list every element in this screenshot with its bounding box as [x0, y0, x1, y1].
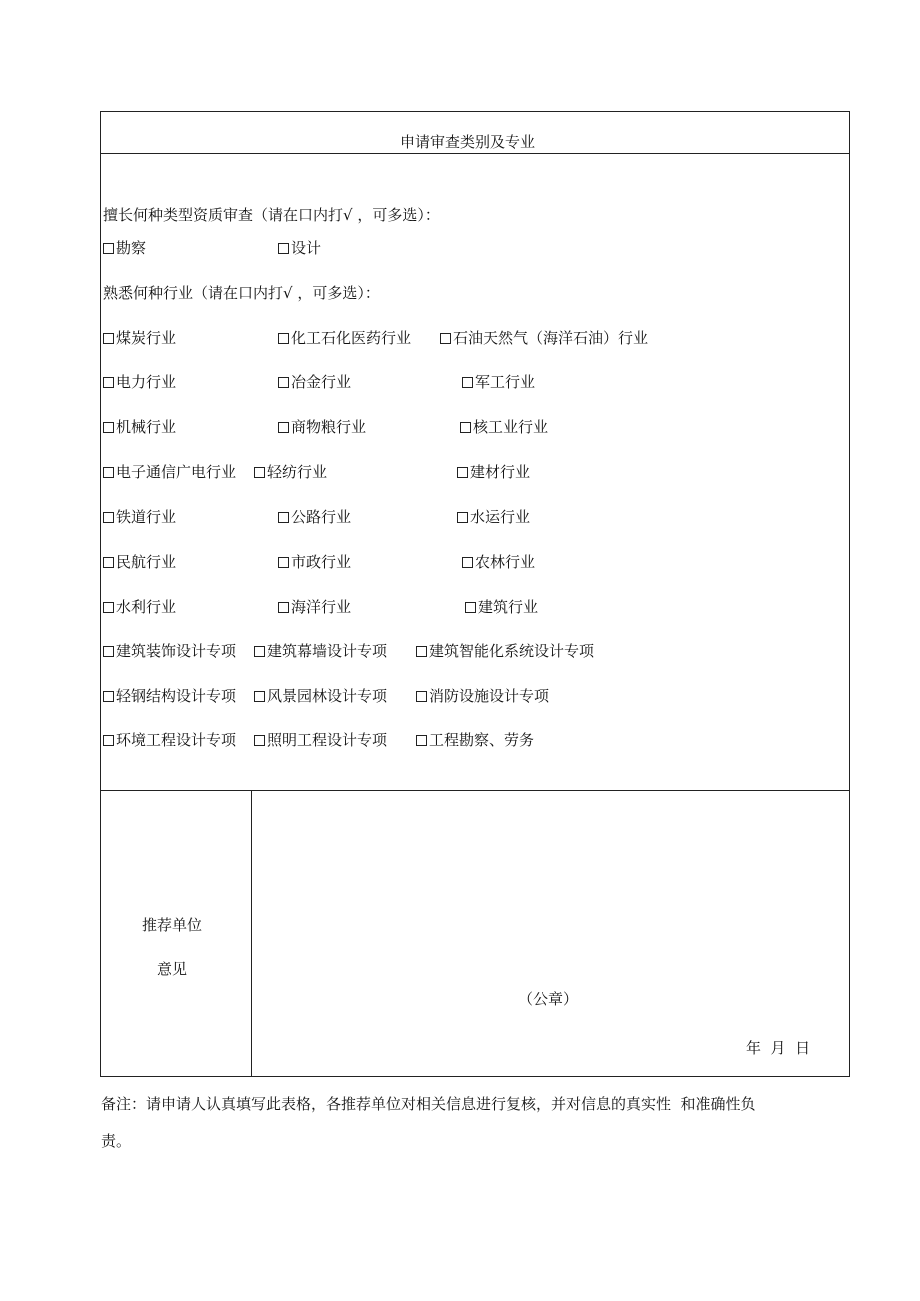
- industry-option[interactable]: 电力行业: [103, 373, 176, 391]
- table-title: 申请审查类别及专业: [400, 133, 536, 151]
- checkbox-icon[interactable]: [278, 557, 289, 568]
- industry-option[interactable]: 机械行业: [103, 418, 176, 436]
- checkbox-icon[interactable]: [416, 735, 427, 746]
- industry-option[interactable]: 农林行业: [462, 553, 535, 571]
- industry-option[interactable]: 建筑装饰设计专项: [103, 642, 236, 660]
- industry-option[interactable]: 水利行业: [103, 598, 176, 616]
- checkbox-icon[interactable]: [254, 646, 265, 657]
- industry-option[interactable]: 民航行业: [103, 553, 176, 571]
- remark-line2: 责。: [101, 1132, 132, 1150]
- industry-option[interactable]: 建筑行业: [465, 598, 538, 616]
- industry-option[interactable]: 铁道行业: [103, 508, 176, 526]
- checkbox-icon[interactable]: [103, 512, 114, 523]
- industry-option[interactable]: 环境工程设计专项: [103, 731, 236, 749]
- industry-option[interactable]: 化工石化医药行业: [278, 329, 411, 347]
- industry-option[interactable]: 建筑智能化系统设计专项: [416, 642, 594, 660]
- industry-option[interactable]: 煤炭行业: [103, 329, 176, 347]
- checkbox-icon[interactable]: [460, 422, 471, 433]
- industry-option[interactable]: 照明工程设计专项: [254, 731, 387, 749]
- checkbox-icon[interactable]: [103, 422, 114, 433]
- checkbox-icon[interactable]: [416, 691, 427, 702]
- industry-option[interactable]: 市政行业: [278, 553, 351, 571]
- industry-option[interactable]: 轻钢结构设计专项: [103, 687, 236, 705]
- industry-option[interactable]: 水运行业: [457, 508, 530, 526]
- option-sheji[interactable]: 设计: [278, 239, 321, 257]
- checkbox-icon[interactable]: [278, 422, 289, 433]
- table-divider-header: [100, 153, 850, 154]
- checkbox-icon[interactable]: [103, 467, 114, 478]
- checkbox-icon[interactable]: [457, 512, 468, 523]
- checkbox-icon[interactable]: [278, 243, 289, 254]
- industry-option[interactable]: 军工行业: [462, 373, 535, 391]
- checkbox-icon[interactable]: [254, 691, 265, 702]
- checkbox-icon[interactable]: [103, 243, 114, 254]
- seal-label: （公章）: [518, 990, 579, 1008]
- industry-option[interactable]: 风景园林设计专项: [254, 687, 387, 705]
- checkbox-icon[interactable]: [103, 735, 114, 746]
- industry-option[interactable]: 核工业行业: [460, 418, 548, 436]
- checkbox-icon[interactable]: [278, 602, 289, 613]
- checkbox-icon[interactable]: [103, 646, 114, 657]
- checkbox-icon[interactable]: [278, 512, 289, 523]
- checkbox-icon[interactable]: [416, 646, 427, 657]
- checkbox-icon[interactable]: [457, 467, 468, 478]
- industry-prompt: 熟悉何种行业（请在口内打√ ，可多选）：: [103, 284, 380, 302]
- checkbox-icon[interactable]: [254, 735, 265, 746]
- industry-option[interactable]: 消防设施设计专项: [416, 687, 549, 705]
- checkbox-icon[interactable]: [103, 557, 114, 568]
- recommend-label-line1: 推荐单位: [142, 916, 203, 934]
- checkbox-icon[interactable]: [278, 377, 289, 388]
- remark-line1: 备注：请申请人认真填写此表格，各推荐单位对相关信息进行复核，并对信息的真实性 和准确性负: [101, 1095, 756, 1113]
- checkbox-icon[interactable]: [254, 467, 265, 478]
- industry-option[interactable]: 海洋行业: [278, 598, 351, 616]
- industry-option[interactable]: 工程勘察、劳务: [416, 731, 534, 749]
- checkbox-icon[interactable]: [462, 377, 473, 388]
- industry-option[interactable]: 电子通信广电行业: [103, 463, 236, 481]
- industry-option[interactable]: 公路行业: [278, 508, 351, 526]
- date-label: 年 月 日: [746, 1039, 811, 1057]
- industry-option[interactable]: 冶金行业: [278, 373, 351, 391]
- qualification-prompt: 擅长何种类型资质审查（请在口内打√ ，可多选）：: [103, 206, 440, 224]
- industry-option[interactable]: 建筑幕墙设计专项: [254, 642, 387, 660]
- checkbox-icon[interactable]: [103, 377, 114, 388]
- industry-option[interactable]: 建材行业: [457, 463, 530, 481]
- industry-option[interactable]: 石油天然气（海洋石油）行业: [440, 329, 648, 347]
- checkbox-icon[interactable]: [440, 333, 451, 344]
- checkbox-icon[interactable]: [462, 557, 473, 568]
- recommend-label-line2: 意见: [157, 960, 188, 978]
- recommend-opinion-area[interactable]: [252, 791, 848, 1076]
- checkbox-icon[interactable]: [278, 333, 289, 344]
- checkbox-icon[interactable]: [103, 691, 114, 702]
- industry-option[interactable]: 商物粮行业: [278, 418, 366, 436]
- industry-option[interactable]: 轻纺行业: [254, 463, 327, 481]
- checkbox-icon[interactable]: [465, 602, 476, 613]
- checkbox-icon[interactable]: [103, 602, 114, 613]
- checkbox-icon[interactable]: [103, 333, 114, 344]
- option-kancha[interactable]: 勘察: [103, 239, 146, 257]
